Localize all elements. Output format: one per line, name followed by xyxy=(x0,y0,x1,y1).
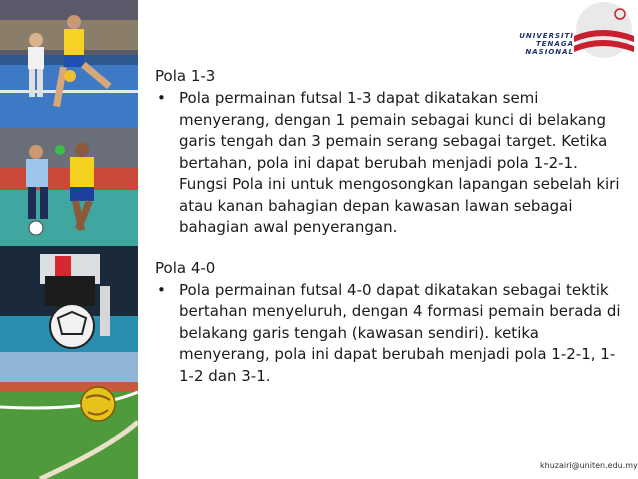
logo-line-tenaga: TENAGA xyxy=(536,40,574,48)
university-logo xyxy=(502,2,636,64)
footer-email: khuzairi@uniten.edu.my xyxy=(540,461,638,470)
logo-line-nasional: NASIONAL xyxy=(525,48,574,56)
section-heading-pola-1-3: Pola 1-3 xyxy=(155,67,216,85)
bullet-symbol: • xyxy=(157,280,166,299)
section-heading-pola-4-0: Pola 4-0 xyxy=(155,258,216,277)
futsal-ball-on-court-photo xyxy=(0,352,138,479)
logo-line-universiti: UNIVERSITI xyxy=(519,32,574,40)
bullet-text: Pola permainan futsal 1-3 dapat dikatakan semi menyerang, dengan 1 pemain sebagai kunci di belakang garis tengah dan 3 pemain serang sebagai target. Ketika bertahan, pola ini dapat berubah menjadi pola 1-2-1. Fungsi Pola ini untuk mengosongkan lapangan sebelah kiri atau kanan bahagian depan kawasan lawan sebagai bahagian awal penyerangan. xyxy=(179,89,620,236)
bullet-item-pola-1-3 xyxy=(155,88,625,239)
slide-content xyxy=(155,66,625,387)
futsal-player-kicking-photo xyxy=(0,0,138,128)
futsal-ball-closeup-photo xyxy=(0,246,138,352)
futsal-players-dribbling-photo xyxy=(0,128,138,246)
bullet-item-pola-4-0 xyxy=(155,280,625,388)
bullet-text: Pola permainan futsal 4-0 dapat dikatakan sebagai tektik bertahan menyeluruh, dengan 4 formasi pemain berada di belakang garis tengah (kawasan sendiri). ketika menyerang, pola ini dapat berubah menjadi pola 1-2-1, 1-1-2 dan 3-1. xyxy=(179,280,621,385)
bullet-symbol: • xyxy=(157,89,166,107)
